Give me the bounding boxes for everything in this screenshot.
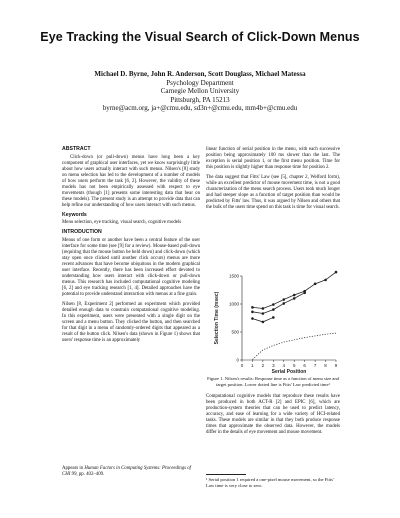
abstract-heading: ABSTRACT xyxy=(62,146,91,152)
footnote-rule xyxy=(206,474,246,475)
data-point xyxy=(293,297,296,300)
abstract-text: Click-down (or pull-down) menus have long been a key component of graphical user interfaces, yet we know surprisingly little about how users actually interact with such menus. Nilsen's [8] study on menu selection has led to the development of a number of models of how users perform the task [6, 2]. However, the validity of these models has not been empirically assessed with respect to eye movements (though [1] presents some interesting data that bear on these models). The present study is an attempt to provide data that can help refine our understanding of how users interact with such menus. xyxy=(62,154,200,208)
x-tick-label: 4 xyxy=(282,363,286,368)
figure-1 xyxy=(206,268,340,378)
y-tick-label: 500 xyxy=(231,329,239,335)
data-point xyxy=(282,298,285,301)
x-tick-label: 9 xyxy=(334,363,338,368)
x-tick-label: 2 xyxy=(261,363,265,368)
data-point xyxy=(251,317,254,320)
right-paragraph-1: linear function of serial position in the menu, with each successive position being approximately 100 ms slower than the last. The exception is serial position 1, or the first menu position. Time for this position is slightly higher than response time for position 2. xyxy=(206,147,340,170)
x-tick-label: 0 xyxy=(240,363,244,368)
y-tick-label: 0 xyxy=(236,357,239,363)
response-time-chart xyxy=(206,268,340,378)
series-line-1 xyxy=(252,272,336,308)
intro-paragraph-1: Menus of one form or another have been a central feature of the user interface for some time (see [9] for a review). Mouse-based pull-down (requiring that the mouse button be held down) and click-down (which stay open once clicked until another click occurs) menus are more recent advances that have become ubiquitous in the modern graphical user interface. Recently, there has been increased effort devoted to understanding how users interact with click-down or pull-down menus. This research has included computational cognitive modeling [6, 2] and eye tracking research [1, 4]. Detailed approaches have the potential to provide understand interaction with menus at a fine grain. xyxy=(62,238,200,297)
data-point xyxy=(324,279,327,282)
x-tick-label: 1 xyxy=(251,363,254,368)
data-point xyxy=(272,316,275,319)
x-axis-label: Serial Position xyxy=(271,369,307,375)
right-column-lower xyxy=(206,394,340,440)
publication-suffix: , pp. 402–409. xyxy=(76,471,105,477)
data-point xyxy=(251,311,254,314)
author-emails: byrne@acm.org, ja+@cmu.edu, sd3n+@cmu.edu, mm4b+@cmu.edu xyxy=(102,104,298,113)
footnote: ¹ Serial position 1 required a one-pixel mouse movement, so the Fitts' Law time is very close to zero. xyxy=(206,477,334,488)
publication-note xyxy=(62,466,200,478)
data-point xyxy=(282,302,285,305)
data-point xyxy=(262,312,265,315)
data-point xyxy=(272,308,275,311)
keywords-text: Menu selection, eye tracking, visual search, cognitive models xyxy=(62,220,182,226)
y-tick-label: 1000 xyxy=(228,301,239,307)
data-point xyxy=(303,292,306,295)
data-point xyxy=(314,283,317,286)
series-line-2 xyxy=(252,293,304,314)
publication-journal: Human Factors in Computing Systems: Proceedings of CHI 99 xyxy=(62,466,191,477)
data-point xyxy=(262,307,265,310)
data-point xyxy=(251,306,254,309)
x-tick-label: 8 xyxy=(324,363,327,368)
paper-title: Eye Tracking the Visual Search of Click-Down Menus xyxy=(40,30,360,44)
series-line-fitts-dotted xyxy=(252,333,336,359)
data-point xyxy=(335,271,338,274)
data-point xyxy=(272,303,275,306)
data-point xyxy=(262,321,265,324)
introduction-heading: INTRODUCTION xyxy=(62,229,102,236)
y-tick-label: 1500 xyxy=(228,273,239,279)
right-paragraph-3: Computational cognitive models that reproduce these results have been produced in both ACT-R [2] and EPIC [6], which are production-system theories that can be used to predict latency, accuracy, and ease of learning for a wide variety of HCI-related tasks. These models are similar in that they both produce response times that approximate the observed data. However, the models differ in the details of eye movement and mouse movement. xyxy=(206,394,340,435)
author-university: Carnegie Mellon University xyxy=(160,87,240,96)
intro-paragraph-2: Nilsen [8, Experiment 2] performed an experiment which provided detailed enough data to constrain computational cognitive modeling. In this experiment, users were presented with a single digit on the screen and a menu button. They clicked the button, and then searched for that digit in a menu of randomly-ordered digits that appeared as a result of the button click. Nilsen's data (shown in Figure 1) shows that users' response time is an approximately xyxy=(62,301,200,343)
author-city: Pittsburgh, PA 15213 xyxy=(170,95,230,104)
publication-prefix: Appears in xyxy=(62,466,85,471)
x-tick-label: 3 xyxy=(272,363,275,368)
keywords-heading: Keywords xyxy=(62,211,87,218)
author-department: Psychology Department xyxy=(166,78,234,87)
right-column xyxy=(206,147,340,215)
figure-caption: Figure 1. Nilsen's results: Response time as a function of menu size and target position. Lower dotted line is Fitts' Law predicted time¹ xyxy=(207,376,339,387)
left-column xyxy=(62,147,200,348)
author-block xyxy=(0,70,400,113)
x-tick-label: 7 xyxy=(313,363,317,368)
data-point xyxy=(293,294,296,297)
right-paragraph-2: The data suggest that Fitts' Law (see [5], chapter 2, Welford form), while an excellent predictor of mouse movement time, is not a good characterization of the menu search process. Users took much longer and had steeper slope as a function of target position than would be predicted by Fitts' law. Thus, it was argued by Nilsen and others that the bulk of the users time spend on this task is time for visual search. xyxy=(206,174,340,210)
y-axis-label: Selection Time (msec) xyxy=(214,291,220,345)
x-tick-label: 5 xyxy=(292,363,296,368)
x-tick-label: 6 xyxy=(303,363,306,368)
author-names: Michael D. Byrne, John R. Anderson, Scott Douglass, Michael Matessa xyxy=(94,70,306,78)
